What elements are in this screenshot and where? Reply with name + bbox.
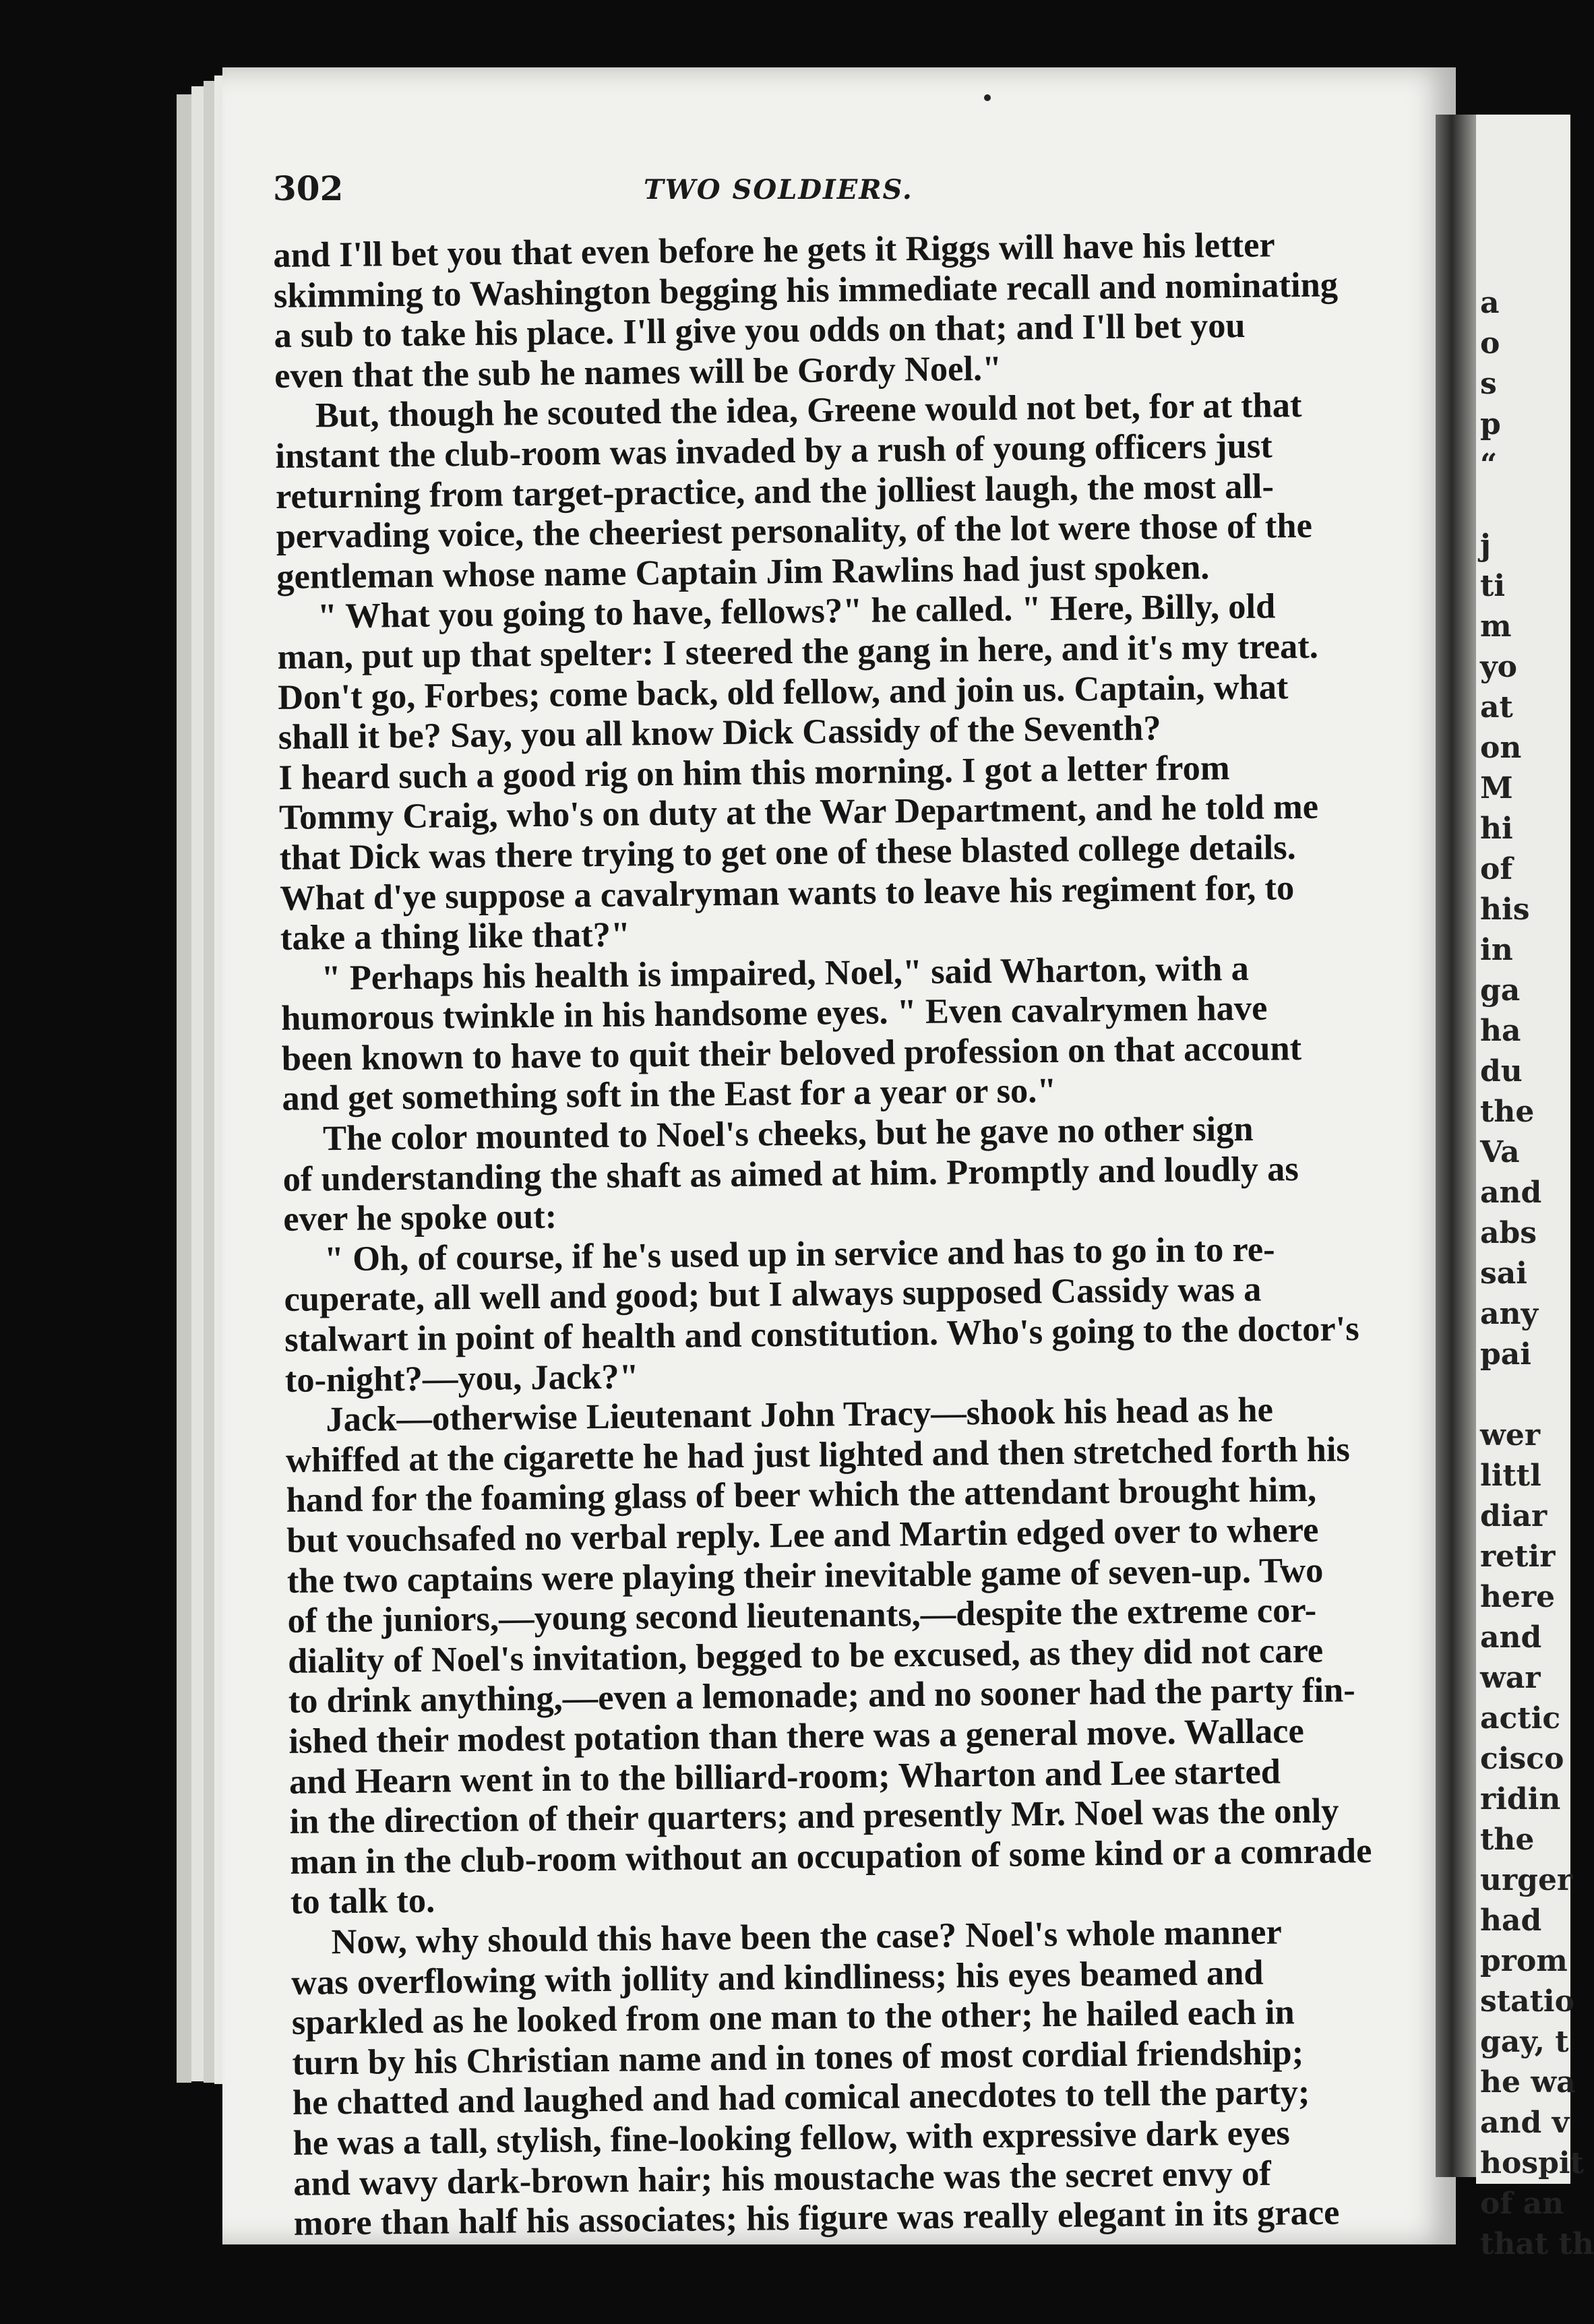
text-line: I heard such a good rig on him this morning. I got a letter from [278,747,1230,797]
facing-text-fragment: pai [1480,1337,1531,1372]
body-text [273,224,1440,2244]
facing-text-fragment: of an [1480,2187,1564,2221]
text-line: " Oh, of course, if he's used up in service and has to go in to re- [324,1229,1275,1279]
facing-text-fragment: at [1480,690,1513,725]
facing-text-fragment: M [1480,771,1513,805]
facing-text-fragment: m [1480,609,1512,644]
text-line: diality of Noel's invitation, begged to be excused, as they did not care [287,1630,1324,1681]
running-head: TWO SOLDIERS. [644,174,913,206]
text-line: but vouchsafed no verbal reply. Lee and Martin edged over to where [286,1510,1319,1560]
text-line: The color mounted to Noel's cheeks, but he gave no other sign [322,1109,1254,1159]
facing-text-fragment: retir [1480,1539,1556,1574]
facing-text-fragment: and [1480,1175,1542,1210]
facing-text-fragment: prom [1480,1944,1568,1978]
facing-text-fragment: he wa [1480,2065,1576,2100]
facing-text-fragment: s [1480,367,1497,401]
facing-text-fragment: littl [1480,1459,1541,1493]
ink-speck [984,94,991,101]
facing-text-fragment: the [1480,1095,1535,1129]
facing-text-fragment: any [1480,1297,1539,1331]
text-line: " Perhaps his health is impaired, Noel," said Wharton, with a [321,948,1250,998]
facing-text-fragment: ha [1480,1014,1521,1048]
facing-text-fragment: sai [1480,1256,1527,1291]
text-line: Jack—otherwise Lieutenant John Tracy—shook his head as he [326,1390,1274,1440]
text-line: to-night?—you, Jack?" [284,1357,640,1400]
text-line: man in the club-room without an occupation of some kind or a comrade [289,1831,1372,1882]
facing-text-fragment: j [1480,528,1491,563]
text-line: of the juniors,—young second lieutenants,—despite the extreme cor- [287,1591,1317,1641]
page-edge [177,94,191,2083]
text-line: ever he spoke out: [282,1196,557,1240]
text-line: ished their modest potation than there was a general move. Wallace [288,1711,1305,1761]
facing-text-fragment: on [1480,731,1522,765]
text-line: hand for the foaming glass of beer which the attendant brought him, [286,1470,1317,1521]
book-gutter [1436,115,1476,2177]
text-line: What d'ye suppose a cavalryman wants to leave his regiment for, to [279,867,1295,918]
text-line: turn by his Christian name and in tones of most cordial friendship; [292,2032,1304,2083]
facing-text-fragment: “ [1480,448,1498,482]
facing-text-fragment: p [1480,407,1501,441]
text-line: take a thing like that?" [280,915,631,958]
text-line: a sub to take his place. I'll give you odds on that; and I'll bet you [274,306,1246,356]
text-line: " What you going to have, fellows?" he called. " Here, Billy, old [317,586,1276,636]
text-line: instant the club-room was invaded by a rush of young officers just [275,426,1273,476]
facing-text-fragment: yo [1480,650,1517,684]
facing-text-fragment: that th [1480,2227,1594,2261]
text-line: been known to have to quit their beloved profession on that account [281,1028,1302,1078]
page-header [273,169,1392,216]
left-page [222,67,1456,2244]
facing-text-fragment: his [1480,892,1530,927]
facing-text-fragment: in [1480,933,1513,967]
text-line: Now, why should this have been the case? Noel's whole manner [331,1912,1283,1962]
facing-text-fragment: had [1480,1903,1542,1938]
facing-page [1476,115,1594,2261]
page-number: 302 [273,169,344,208]
facing-text-fragment: ga [1480,973,1521,1008]
text-line: sparkled as he looked from one man to the other; he hailed each in [291,1992,1295,2042]
facing-text-fragment: war [1480,1661,1541,1695]
text-line: the two captains were playing their inevitable game of seven-up. Two [286,1550,1324,1601]
text-line: that Dick was there trying to get one of these blasted college details. [279,828,1297,878]
text-line: and get something soft in the East for a year or so." [282,1071,1057,1119]
text-line: Tommy Craig, who's on duty at the War Department, and he told me [278,787,1319,838]
text-line: and Hearn went in to the billiard-room; Wharton and Lee started [288,1752,1281,1802]
text-line: stalwart in point of health and constitution. Who's going to the doctor's [284,1309,1359,1359]
facing-text-fragment: wer [1480,1418,1541,1452]
facing-page-text [1480,283,1594,2265]
facing-text-fragment: ti [1480,569,1506,603]
text-line: returning from target-practice, and the jolliest laugh, the most all- [275,466,1275,516]
text-line: was overflowing with jollity and kindliness; his eyes beamed and [290,1953,1264,2002]
facing-text-fragment: urger [1480,1863,1573,1897]
text-line: more than half his associates; his figure was really elegant in its grace [293,2193,1340,2243]
facing-text-fragment: gay, t [1480,2025,1569,2059]
facing-text-fragment: and v [1480,2106,1570,2140]
facing-text-fragment [1480,485,1594,526]
text-line: even that the sub he names will be Gordy Noel." [274,348,1002,396]
text-line: whiffed at the cigarette he had just lighted and then stretched forth his [285,1430,1351,1480]
text-line: shall it be? Say, you all know Dick Cassidy of the Seventh? [278,708,1161,758]
text-line: humorous twinkle in his handsome eyes. " Even cavalrymen have [280,988,1268,1039]
facing-text-fragment: here [1480,1580,1556,1614]
facing-text-fragment: the [1480,1823,1535,1857]
text-line: cuperate, all well and good; but I always supposed Cassidy was a [284,1270,1262,1320]
text-line: pervading voice, the cheeriest personality, of the lot were those of the [276,506,1313,557]
text-line: to drink anything,—even a lemonade; and no sooner had the party fin- [288,1670,1355,1721]
text-line: and wavy dark-brown hair; his moustache was the secret envy of [293,2153,1272,2203]
facing-text-fragment: of [1480,852,1513,886]
facing-text-fragment: o [1480,326,1500,361]
text-line: to talk to. [290,1880,435,1922]
page-edge [204,81,214,2083]
facing-text-fragment: ridin [1480,1782,1561,1816]
facing-text-fragment: and [1480,1620,1542,1655]
text-line: man, put up that spelter: I steered the gang in here, and it's my treat. [277,626,1319,677]
text-line: But, though he scouted the idea, Greene would not bet, for at that [315,386,1302,435]
text-line: and I'll bet you that even before he gets it Riggs will have his letter [273,225,1275,275]
facing-text-fragment: a [1480,286,1500,320]
text-line: in the direction of their quarters; and presently Mr. Noel was the only [289,1791,1339,1842]
facing-text-fragment: hi [1480,812,1513,846]
text-line: he chatted and laughed and had comical anecdotes to tell the party; [292,2073,1310,2123]
text-line: he was a tall, stylish, fine-looking fellow, with expressive dark eyes [293,2113,1291,2163]
facing-text-fragment: Va [1480,1135,1520,1169]
text-line: skimming to Washington begging his immediate recall and nominating [273,265,1339,315]
facing-text-fragment [1480,1375,1594,1415]
facing-text-fragment: statio [1480,1984,1574,2019]
page-edge [191,86,204,2081]
facing-text-fragment: actic [1480,1701,1561,1736]
facing-text-fragment: cisco [1480,1742,1564,1776]
facing-text-fragment: abs [1480,1216,1537,1250]
facing-text-fragment: du [1480,1054,1523,1089]
text-line: Don't go, Forbes; come back, old fellow, and join us. Captain, what [277,667,1289,717]
facing-text-fragment: hospit [1480,2146,1584,2180]
facing-text-fragment: diar [1480,1499,1547,1533]
text-line: gentleman whose name Captain Jim Rawlins had just spoken. [276,547,1210,597]
text-line: of understanding the shaft as aimed at him. Promptly and loudly as [282,1149,1299,1199]
